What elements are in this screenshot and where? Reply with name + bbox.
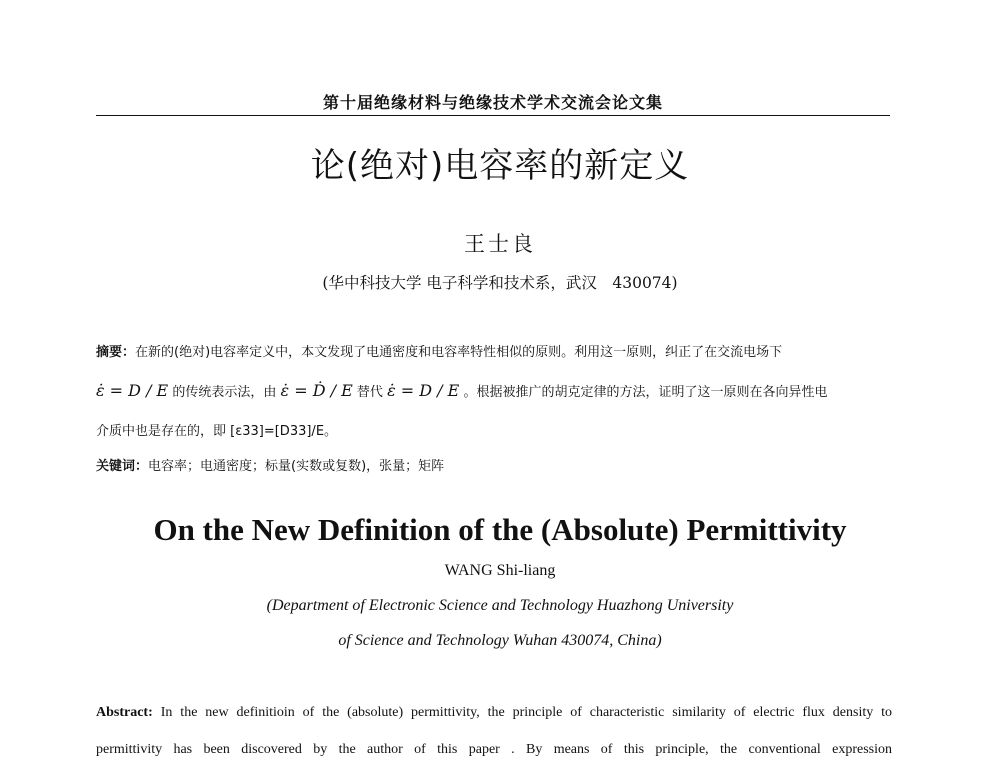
paper-title-en: On the New Definition of the (Absolute) Permittivity: [153, 512, 847, 547]
abstract-cn-text-2b: 替代: [356, 385, 383, 400]
keywords-cn: [96, 455, 896, 474]
abstract-cn-text-2a: 的传统表示法，由: [172, 385, 277, 400]
affiliation-en-line-1: (Department of Electronic Science and Technology Huazhong University: [266, 597, 734, 614]
abstract-cn-line-3: 介质中也是存在的，即 [ε33]=[D33]/E。: [96, 424, 338, 439]
abstract-en-line-1: [96, 705, 892, 721]
formula-conventional: ε̇ = D / E: [96, 381, 169, 400]
affiliation-en-line-2: of Science and Technology Wuhan 430074, China): [338, 632, 662, 649]
proceedings-title: 第十届绝缘材料与绝缘技术学术交流会论文集: [322, 93, 663, 112]
abstract-en-label: Abstract:: [96, 705, 153, 720]
formula-replaced: ε̇ = D / E: [387, 381, 460, 400]
abstract-cn-line-2: [96, 381, 896, 400]
abstract-cn-line-1: [96, 341, 896, 360]
keywords-cn-label: 关键词：: [96, 459, 149, 474]
running-header: [96, 86, 890, 116]
abstract-en-text-1: In the new definitioin of the (absolute) permittivity, the principle of characteristic similarity of electric flux density to: [160, 705, 892, 720]
abstract-cn-text-2c: 。根据被推广的胡克定律的方法，证明了这一原则在各向异性电: [463, 385, 828, 400]
paper-title-cn: 论(绝对)电容率的新定义: [310, 146, 690, 186]
abstract-en-line-2: permittivity has been discovered by the author of this paper . By means of this principle, the conventional expression: [96, 742, 892, 757]
author-name-en: WANG Shi-liang: [444, 562, 556, 579]
abstract-cn-label: 摘要：: [96, 345, 136, 360]
author-name-cn: 王士良: [464, 232, 536, 256]
formula-new: ε̇ = Ḋ / E: [280, 381, 353, 400]
keywords-cn-text: 电容率；电通密度；标量(实数或复数)，张量；矩阵: [148, 459, 445, 474]
affiliation-cn: (华中科技大学 电子科学和技术系，武汉 430074): [322, 274, 678, 292]
abstract-cn-text-1: 在新的(绝对)电容率定义中，本文发现了电通密度和电容率特性相似的原则。利用这一原则，纠正了在交流电场下: [135, 345, 783, 360]
